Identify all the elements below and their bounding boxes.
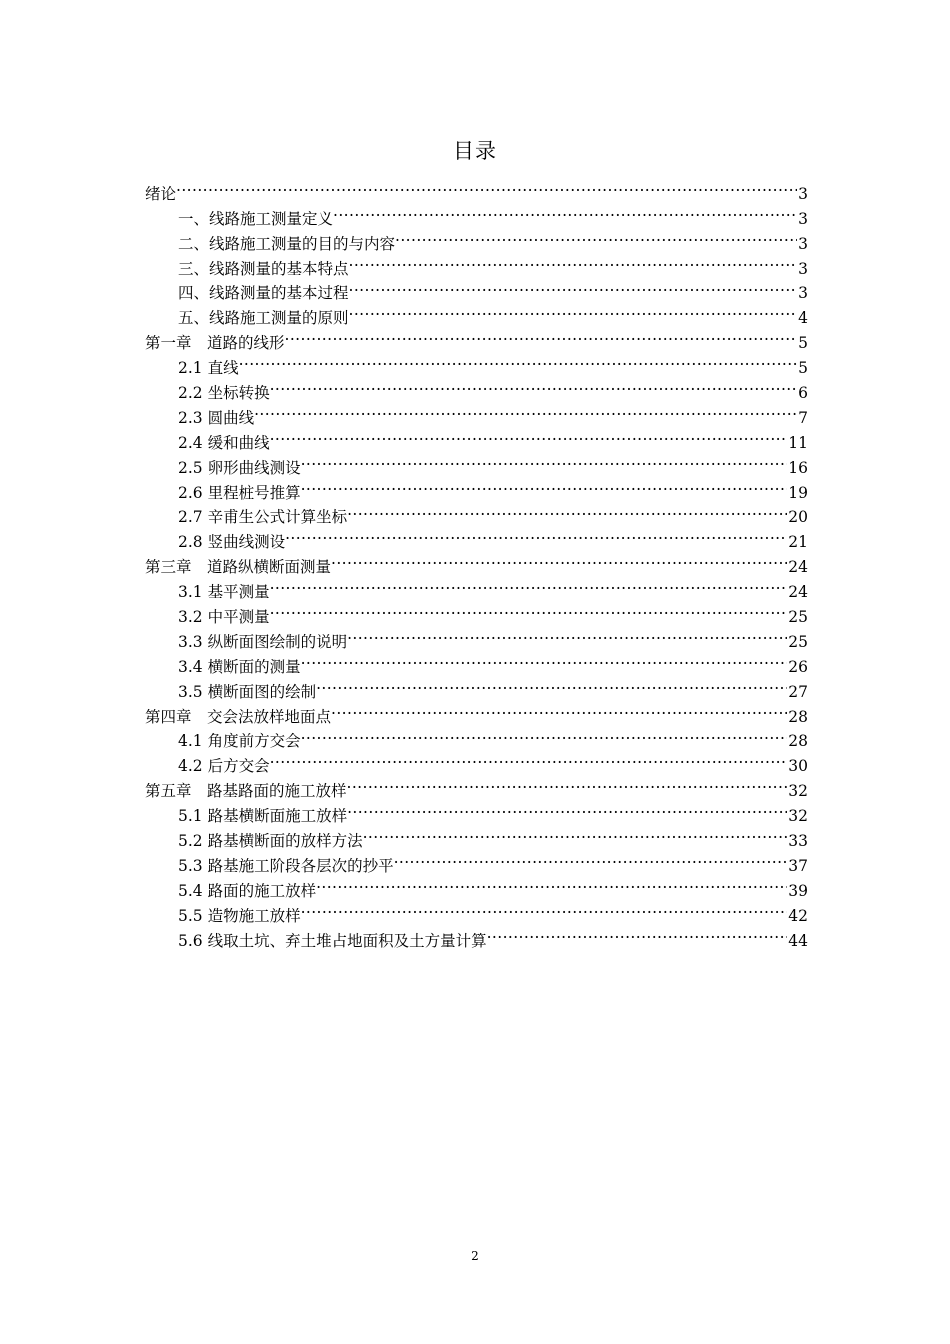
toc-dot-leader xyxy=(331,547,787,572)
toc-entry-page-number: 28 xyxy=(788,732,808,751)
toc-dot-leader xyxy=(301,647,788,672)
toc-entry-label: 2.7 辛甫生公式计算坐标 xyxy=(178,508,348,527)
toc-subsection-entry[interactable] xyxy=(145,199,808,228)
toc-dot-leader xyxy=(331,697,787,722)
toc-dot-leader xyxy=(333,199,797,224)
toc-dot-leader xyxy=(316,871,787,896)
toc-entry-label: 3.2 中平测量 xyxy=(178,608,270,627)
toc-dot-leader xyxy=(316,672,787,697)
toc-entry-page-number: 24 xyxy=(788,583,808,602)
toc-entry-label: 五、线路施工测量的原则 xyxy=(178,309,349,328)
toc-entry-label: 四、线路测量的基本过程 xyxy=(178,284,349,303)
table-of-contents xyxy=(145,174,808,950)
toc-entry-label: 三、线路测量的基本特点 xyxy=(178,259,349,278)
toc-dot-leader xyxy=(349,274,798,299)
toc-entry-label: 2.1 直线 xyxy=(178,359,239,378)
toc-dot-leader xyxy=(347,498,787,523)
toc-dot-leader xyxy=(301,722,788,747)
toc-dot-leader xyxy=(301,896,788,921)
toc-entry-label: 2.2 坐标转换 xyxy=(178,384,270,403)
toc-entry-page-number: 5 xyxy=(798,334,808,353)
toc-dot-leader xyxy=(347,622,787,647)
toc-entry-page-number: 3 xyxy=(798,209,808,228)
toc-entry-page-number: 4 xyxy=(798,309,808,328)
toc-entry-page-number: 37 xyxy=(788,856,808,875)
toc-dot-leader xyxy=(363,821,788,846)
toc-entry-page-number: 32 xyxy=(788,807,808,826)
toc-entry-label: 3.3 纵断面图绘制的说明 xyxy=(178,632,348,651)
toc-dot-leader xyxy=(301,473,788,498)
toc-dot-leader xyxy=(239,348,798,373)
toc-entry-label: 二、线路施工测量的目的与内容 xyxy=(178,234,396,253)
toc-entry-label: 5.4 路面的施工放样 xyxy=(178,881,317,900)
toc-entry-page-number: 32 xyxy=(788,782,808,801)
toc-dot-leader xyxy=(176,174,797,199)
toc-entry-label: 第五章 路基路面的施工放样 xyxy=(145,782,347,801)
toc-dot-leader xyxy=(270,373,798,398)
toc-subsection-entry[interactable] xyxy=(145,373,808,403)
toc-entry-label: 3.1 基平测量 xyxy=(178,583,270,602)
toc-entry-label: 4.1 角度前方交会 xyxy=(178,732,301,751)
toc-entry-page-number: 3 xyxy=(798,284,808,303)
toc-entry-page-number: 24 xyxy=(788,558,808,577)
page-number: 2 xyxy=(471,1249,479,1263)
toc-dot-leader xyxy=(349,298,798,323)
toc-entry-page-number: 25 xyxy=(788,608,808,627)
toc-entry-label: 5.6 线取土坑、弃土堆占地面积及土方量计算 xyxy=(178,931,487,950)
toc-entry-page-number: 5 xyxy=(798,359,808,378)
toc-entry-label: 3.4 横断面的测量 xyxy=(178,657,301,676)
toc-dot-leader xyxy=(349,249,798,274)
toc-chapter-entry[interactable] xyxy=(145,174,808,203)
toc-entry-page-number: 33 xyxy=(788,832,808,851)
toc-entry-page-number: 44 xyxy=(788,931,808,950)
toc-entry-page-number: 39 xyxy=(788,881,808,900)
toc-dot-leader xyxy=(347,796,787,821)
toc-dot-leader xyxy=(285,323,798,348)
toc-entry-label: 第一章 道路的线形 xyxy=(145,334,285,353)
toc-dot-leader xyxy=(270,597,788,622)
toc-dot-leader xyxy=(270,572,788,597)
toc-dot-leader xyxy=(394,846,788,871)
toc-entry-page-number: 25 xyxy=(788,632,808,651)
toc-entry-page-number: 26 xyxy=(788,657,808,676)
toc-entry-page-number: 3 xyxy=(798,184,808,203)
toc-dot-leader xyxy=(254,398,797,423)
toc-dot-leader xyxy=(270,423,788,448)
toc-entry-page-number: 30 xyxy=(788,757,808,776)
toc-entry-page-number: 27 xyxy=(788,682,808,701)
toc-entry-label: 2.3 圆曲线 xyxy=(178,408,255,427)
toc-entry-page-number: 42 xyxy=(788,906,808,925)
toc-dot-leader xyxy=(270,746,788,771)
toc-entry-label: 5.5 造物施工放样 xyxy=(178,906,301,925)
toc-entry-label: 5.2 路基横断面的放样方法 xyxy=(178,832,363,851)
toc-dot-leader xyxy=(395,224,797,249)
toc-entry-page-number: 21 xyxy=(788,533,808,552)
toc-entry-page-number: 11 xyxy=(788,433,808,452)
toc-entry-label: 3.5 横断面图的绘制 xyxy=(178,682,317,701)
toc-entry-label: 2.5 卵形曲线测设 xyxy=(178,458,301,477)
toc-entry-label: 5.1 路基横断面施工放样 xyxy=(178,807,348,826)
toc-subsection-entry[interactable] xyxy=(145,348,808,378)
toc-entry-label: 第三章 道路纵横断面测量 xyxy=(145,558,332,577)
toc-entry-page-number: 16 xyxy=(788,458,808,477)
toc-entry-page-number: 3 xyxy=(798,234,808,253)
toc-entry-page-number: 19 xyxy=(788,483,808,502)
toc-entry-label: 绪论 xyxy=(145,184,177,203)
toc-dot-leader xyxy=(301,448,788,473)
toc-entry-label: 2.8 竖曲线测设 xyxy=(178,533,286,552)
toc-entry-page-number: 7 xyxy=(798,408,808,427)
toc-entry-page-number: 6 xyxy=(798,384,808,403)
toc-entry-label: 2.6 里程桩号推算 xyxy=(178,483,301,502)
toc-dot-leader xyxy=(285,522,787,547)
toc-entry-page-number: 3 xyxy=(798,259,808,278)
toc-entry-label: 4.2 后方交会 xyxy=(178,757,270,776)
toc-entry-page-number: 28 xyxy=(788,707,808,726)
toc-dot-leader xyxy=(347,771,788,796)
toc-title: 目录 xyxy=(453,139,497,163)
toc-entry-label: 第四章 交会法放样地面点 xyxy=(145,707,332,726)
toc-entry-label: 5.3 路基施工阶段各层次的抄平 xyxy=(178,856,394,875)
toc-entry-label: 一、线路施工测量定义 xyxy=(178,209,334,228)
toc-entry-label: 2.4 缓和曲线 xyxy=(178,433,270,452)
toc-entry-page-number: 20 xyxy=(788,508,808,527)
toc-dot-leader xyxy=(487,921,788,946)
